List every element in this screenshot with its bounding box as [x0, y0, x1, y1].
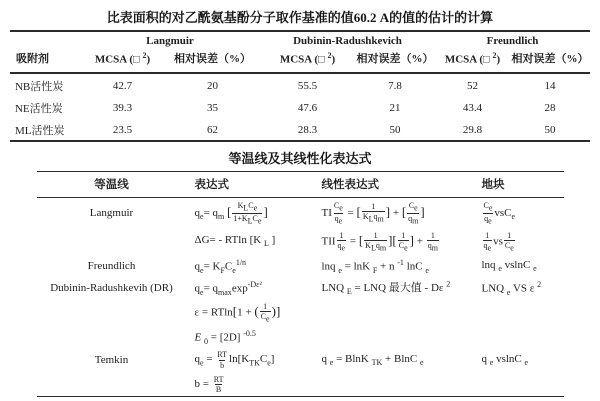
isotherm-name: Temkin — [94, 354, 129, 367]
table1-corner-cell — [10, 31, 80, 48]
table2-row-langmuir-2 — [37, 228, 564, 255]
linear-formula: lnq $_e$ = lnK $_F$ + n $^{-1}$ lnC $_e$ — [321, 257, 429, 275]
cell-value: 42.7 — [112, 80, 133, 92]
cell-value: 23.5 — [112, 124, 133, 136]
linear-formula: LNQ $_E$ = LNQ 最大值 - Dε $^2$ — [321, 279, 451, 297]
plot-formula — [474, 326, 564, 348]
col-header-isotherm: 等温线 — [37, 172, 187, 198]
isotherm-table — [37, 171, 564, 397]
table1-title: 比表面积的对乙酰氨基酚分子取作基准的值60.2 A的值的估计的计算 — [106, 10, 494, 25]
table2-row-dr-3 — [37, 326, 564, 348]
expression-formula: $q_e= q_{max}\exp^{-D\varepsilon^2}$ — [194, 279, 262, 297]
cell-value: 39.3 — [112, 102, 133, 114]
col-header-adsorbent: 吸附剂 — [10, 48, 80, 73]
plot-formula — [474, 299, 564, 326]
table2-row-freundlich — [37, 255, 564, 277]
expression-formula: $q_e= K_FC_e^{1/n}$ — [194, 257, 247, 275]
col-header-linear-expression: 线性表达式 — [314, 172, 474, 198]
isotherm-name: Langmuir — [89, 207, 134, 220]
expression-formula: ΔG= - RTln [K $_L$ ] — [194, 234, 276, 249]
linear-formula: TI $\frac{C_e}{q_e}$ = [ 1 $K_Lq_m$ ] + [ $\frac{C_e}{q_m}$ ] — [321, 201, 425, 226]
plot-formula: $\frac{1}{q_e}$ vs $\frac{1}{C_e}$ — [483, 230, 514, 253]
table1-row-ml — [10, 118, 590, 141]
table2-title: 等温线及其线性化表达式 — [228, 151, 372, 166]
isotherm-name — [37, 372, 187, 397]
expression-formula: E $_0$ = [2D] $^{-0.5}$ — [194, 328, 256, 346]
adsorbent-label: NE活性炭 — [14, 103, 63, 115]
plot-formula — [474, 372, 564, 397]
col-header-mcsa-dr: MCSA (□ $^2$) — [260, 48, 355, 73]
table2-row-dr-2 — [37, 299, 564, 326]
cell-value: 21 — [389, 102, 401, 114]
table2-row-langmuir-1 — [37, 198, 564, 228]
linear-formula — [314, 299, 474, 326]
table1-row-nb — [10, 73, 590, 96]
cell-value: 7.8 — [388, 80, 402, 92]
col-header-relerr-dr: 相对误差（%） — [355, 48, 435, 73]
cell-value: 50 — [544, 124, 556, 136]
col-header-expression: 表达式 — [187, 172, 314, 198]
cell-value: 47.6 — [297, 102, 318, 114]
surface-area-table — [10, 30, 590, 142]
cell-value: 29.8 — [462, 124, 483, 136]
table2-row-temkin-2 — [37, 372, 564, 397]
adsorbent-label: NB活性炭 — [14, 81, 64, 93]
cell-value: 35 — [206, 102, 218, 114]
expression-formula: $q_e$ = $\frac{RT}{b}$ $\ln[K_{TK}C_e]$ — [194, 350, 275, 370]
isotherm-name: Dubinin-Radushkevih (DR) — [50, 281, 173, 294]
table1-row-ne — [10, 96, 590, 118]
isotherm-name — [37, 228, 187, 255]
cell-value: 50 — [389, 124, 401, 136]
linear-formula — [314, 372, 474, 397]
col-header-mcsa-freundlich: MCSA (□ $^2$) — [435, 48, 510, 73]
isotherm-name — [37, 326, 187, 348]
group-header-langmuir: Langmuir — [146, 35, 194, 47]
cell-value: 55.5 — [297, 80, 318, 92]
cell-value: 52 — [467, 80, 478, 92]
cell-value: 43.4 — [462, 102, 483, 114]
isotherm-name — [37, 299, 187, 326]
cell-value: 14 — [544, 80, 556, 92]
cell-value: 28.3 — [297, 124, 318, 136]
linear-formula — [314, 326, 474, 348]
col-header-mcsa-langmuir: MCSA (□ $^2$) — [80, 48, 165, 73]
col-header-relerr-freundlich: 相对误差（%） — [510, 48, 590, 73]
plot-formula: $\frac{C_e}{q_e}$ vsC$_e$ — [483, 201, 516, 226]
cell-value: 28 — [544, 102, 556, 114]
table2-row-dr-1 — [37, 276, 564, 298]
cell-value: 20 — [206, 80, 218, 92]
plot-formula: lnq $_e$ vslnC $_e$ — [481, 258, 537, 274]
expression-formula: $q_e= q_m$ [ $K_LC_e$ $1+K_LC_e$ ] — [194, 201, 268, 226]
linear-formula: q $_e$ = BlnK $_{TK}$ + BlnC $_e$ — [321, 352, 424, 368]
expression-formula: ε = RTln[1 + ( $\frac{1}{C_e}$ )] — [194, 301, 281, 324]
col-header-relerr-langmuir: 相对误差（%） — [165, 48, 260, 73]
plot-formula: LNQ $_e$ VS ε $^2$ — [481, 279, 542, 297]
linear-formula: TII $\frac{1}{q_e}$ = [ 1 $K_Lq_m$ ][ $\frac{1}{C_e}$ ] + $\frac{1}{q_m}$ — [321, 230, 438, 253]
group-header-dubinin-radushkevich: Dubinin-Radushkevich — [293, 35, 402, 47]
group-header-freundlich: Freundlich — [486, 35, 539, 47]
table2-header-row — [37, 172, 564, 198]
table1-group-header-row — [10, 31, 590, 48]
col-header-plot: 地块 — [474, 172, 564, 198]
table1-column-header-row — [10, 48, 590, 73]
cell-value: 62 — [206, 124, 218, 136]
plot-formula: q $_e$ vslnC $_e$ — [481, 352, 529, 368]
isotherm-name: Freundlich — [87, 259, 136, 272]
adsorbent-label: ML活性炭 — [14, 125, 65, 137]
table2-row-temkin-1 — [37, 347, 564, 371]
expression-formula: b = $\frac{RT}{B}$ — [194, 374, 224, 394]
